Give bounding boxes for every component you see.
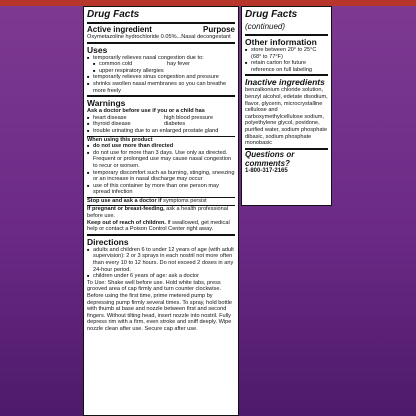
other-information-heading: Other information — [245, 37, 317, 47]
active-ingredient-heading: Active ingredient — [87, 25, 152, 34]
list-item — [87, 61, 235, 68]
drug-facts-continued-panel — [241, 6, 332, 206]
when-using-list — [87, 143, 235, 196]
directions-heading: Directions — [87, 236, 129, 247]
list-item-text: ■ common cold — [99, 61, 133, 68]
when-using-heading: When using this product — [87, 136, 153, 143]
list-item-text: diabetes — [164, 121, 186, 128]
list-item-text: high blood pressure — [164, 114, 214, 121]
pregnant-text: If pregnant or breast-feeding, ask a health professional before use. — [87, 206, 229, 220]
list-item: ■ temporary discomfort such as burning, stinging, sneezing or an increase in nasal discharge may occur — [87, 170, 235, 183]
list-item: ■ retain carton for future reference on full labeling — [245, 60, 328, 73]
uses-list — [87, 55, 235, 95]
ask-doctor-text: Ask a doctor before use if you or a child has — [87, 108, 205, 115]
drug-facts-panel — [83, 6, 239, 416]
directions-list — [87, 247, 235, 280]
list-item: ■ do not use more than directed — [87, 143, 235, 150]
list-item — [87, 121, 235, 128]
inactive-ingredients-heading: Inactive ingredients — [245, 77, 325, 88]
list-item-text: hay fever — [167, 61, 191, 68]
active-ingredient-text: Oxymetazoline hydrochloride 0.05%...Nasal decongestant — [87, 34, 231, 40]
conditions-list — [87, 115, 235, 135]
list-item-text: ■ thyroid disease — [93, 121, 131, 128]
active-ingredient-header — [87, 24, 235, 34]
list-item: ■ children under 6 years of age: ask a doctor — [87, 273, 235, 280]
list-item: ■ temporarily relieves sinus congestion and pressure — [87, 74, 235, 81]
list-item: ■ trouble urinating due to an enlarged prostate gland — [87, 128, 235, 135]
list-item: ■ shrinks swollen nasal membranes so you can breathe more freely — [87, 81, 235, 94]
list-item: ■ upper respiratory allergies — [87, 68, 235, 75]
purpose-heading: Purpose — [202, 25, 235, 34]
drug-facts-title: Drug Facts — [87, 9, 235, 24]
other-information-list — [245, 47, 328, 73]
questions-heading: Questions or comments? — [245, 149, 295, 168]
drug-facts-continued-title: Drug Facts (continued) — [245, 9, 328, 36]
reach-of-children-text: Keep out of reach of children. If swallowed, get medical help or contact a Poison Control Center right away. — [87, 219, 230, 233]
directions-text: To Use: Shake well before use. Hold white tabs, press grooved area of cap firmly and turn counter clockwise. Before using the first time, prime metered pump by depressing pump firmly several times. To spray, hold bottle with thumb at base and nozzle between first and second fingers. Without tilting head, insert nozzle into nostril. Fully depress rim with a firm, even stroke and sniff deeply. Wipe nozzle clean after use. Secure cap after use. — [87, 279, 232, 332]
list-item: ■ adults and children 6 to under 12 years of age (with adult supervision): 2 or 3 sprays in each nostril not more often than every 10 to 12 hours. Do not exceed 2 doses in any 24-hour period. — [87, 247, 235, 273]
uses-heading: Uses — [87, 44, 108, 55]
list-item — [87, 115, 235, 122]
list-item-text: ■ heart disease — [93, 114, 127, 121]
warnings-heading: Warnings — [87, 98, 126, 109]
phone-number: 1-800-317-2165 — [245, 167, 288, 174]
list-item: ■ temporarily relieves nasal congestion due to: — [87, 55, 235, 62]
list-item: ■ do not use for more than 3 days. Use only as directed. Frequent or prolonged use may cause nasal congestion to recur or worsen. — [87, 150, 235, 170]
inactive-ingredients-text: benzalkonium chloride solution, benzyl alcohol, edetate disodium, flavor, glycerin, microcrystalline cellulose and carboxymethylcellulose sodium, polyethylene glycol, povidone, purified water, sodium phosphate dibasic, sodium phosphate monobasic — [245, 87, 328, 147]
list-item: ■ use of this container by more than one person may spread infection — [87, 183, 235, 196]
stop-use-text: Stop use and ask a doctor if symptoms persist — [87, 197, 207, 204]
list-item: ■ store between 20° to 25°C (68° to 77°F) — [245, 47, 328, 60]
